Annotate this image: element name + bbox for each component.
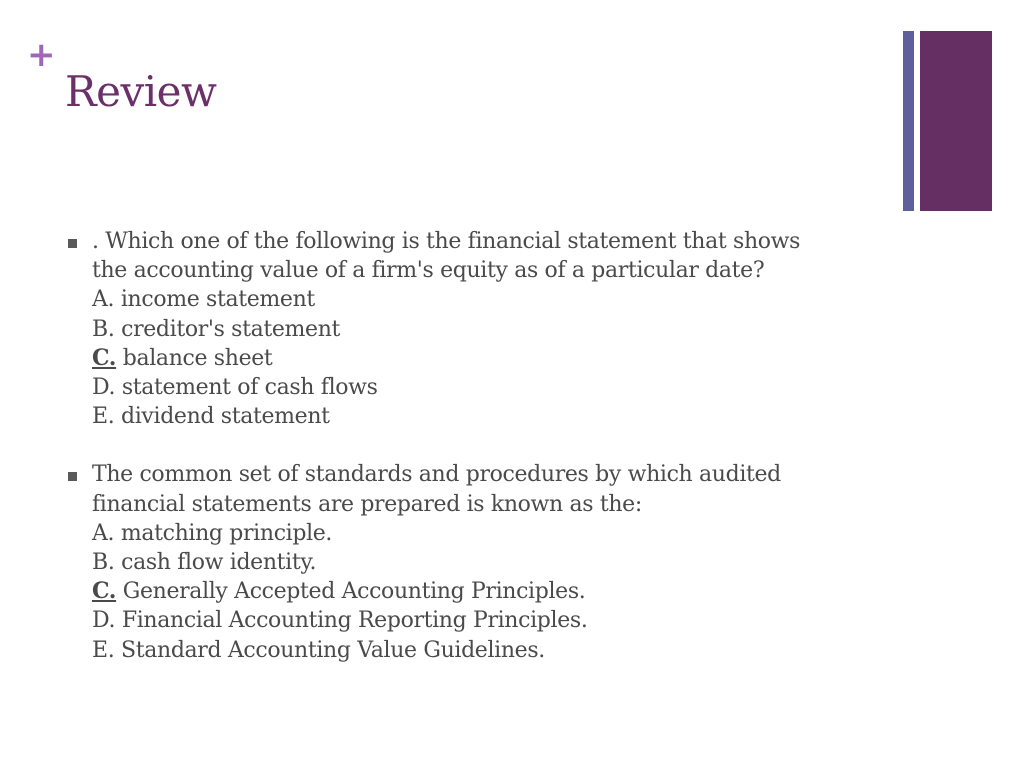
plus-icon: + [27,35,56,75]
option-text: cash flow identity. [121,550,317,576]
question-1 [66,227,886,431]
answer-option-c-correct [92,577,886,606]
answer-option-e [92,636,886,665]
question-prompt-line: . Which one of the following is the financial statement that shows [92,229,801,254]
accent-bar-thin [903,31,914,211]
question-prompt-line: financial statements are prepared is known as the: [92,491,642,517]
option-letter: A. [92,287,115,313]
answer-option-a [92,285,886,314]
question-2 [66,460,886,664]
option-letter: E. [92,637,115,663]
option-letter: E. [92,404,115,430]
accent-bar-wide [920,31,992,211]
option-text: Financial Accounting Reporting Principles. [121,608,588,634]
option-text: dividend statement [121,404,330,430]
answer-option-e [92,402,886,431]
answer-option-a [92,519,886,548]
answer-option-c-correct [92,344,886,373]
question-prompt-line: The common set of standards and procedures by which audited [92,462,781,488]
question-prompt-line: the accounting value of a firm's equity as of a particular date? [92,258,765,284]
option-letter: D. [92,608,116,634]
option-text: balance sheet [122,345,273,371]
answer-option-d [92,373,886,402]
option-letter: B. [92,550,115,576]
slide-title: Review [65,67,217,116]
option-text: statement of cash flows [121,375,378,401]
option-text: matching principle. [120,520,333,546]
option-letter: A. [92,520,115,546]
option-text: creditor's statement [121,316,341,342]
answer-option-b [92,548,886,577]
bullet-square-icon [68,239,77,248]
option-text: Standard Accounting Value Guidelines. [121,637,545,663]
option-letter: D. [92,375,116,401]
slide-body [66,227,886,694]
answer-option-d [92,606,886,635]
option-text: income statement [120,287,315,313]
option-letter: B. [92,316,115,342]
option-text: Generally Accepted Accounting Principles. [122,579,586,605]
option-letter-correct: C. [92,344,117,371]
bullet-square-icon [68,472,77,481]
option-letter-correct: C. [92,578,117,605]
answer-option-b [92,315,886,344]
